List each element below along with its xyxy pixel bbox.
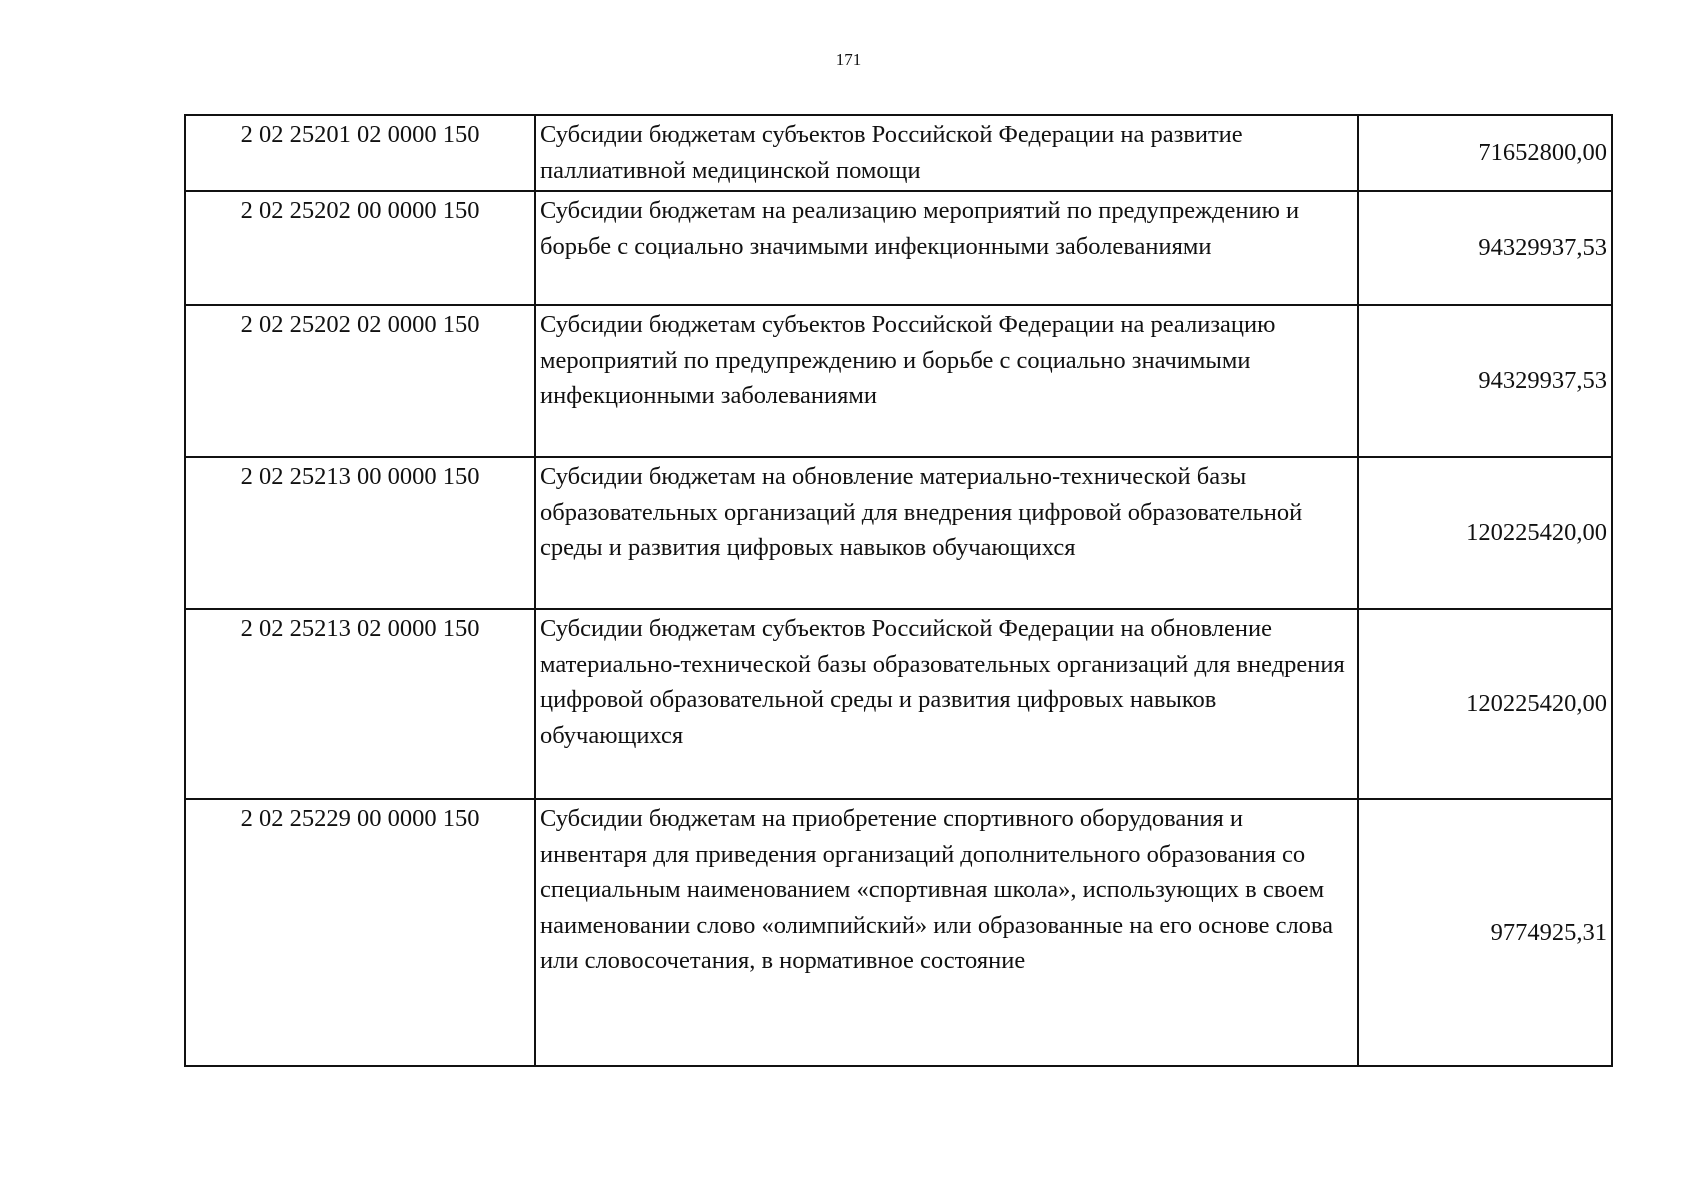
table-row <box>185 115 1612 191</box>
table-row <box>185 799 1612 1066</box>
description-cell: Субсидии бюджетам субъектов Российской Федерации на реализацию мероприятий по предупреждению и борьбе с социально значимыми инфекционными заболеваниями <box>535 305 1358 457</box>
description-cell: Субсидии бюджетам на обновление материально-технической базы образовательных организаций для внедрения цифровой образовательной среды и развития цифровых навыков обучающихся <box>535 457 1358 609</box>
amount-cell: 71652800,00 <box>1358 115 1612 191</box>
budget-code-cell: 2 02 25213 02 0000 150 <box>185 609 535 799</box>
page-number: 171 <box>835 50 862 69</box>
table-row <box>185 191 1612 305</box>
budget-code-cell: 2 02 25202 00 0000 150 <box>185 191 535 305</box>
description-cell: Субсидии бюджетам субъектов Российской Федерации на обновление материально-технической базы образовательных организаций для внедрения цифровой образовательной среды и развития цифровых навыков обучающихся <box>535 609 1358 799</box>
table-row <box>185 457 1612 609</box>
description-cell: Субсидии бюджетам субъектов Российской Федерации на развитие паллиативной медицинской помощи <box>535 115 1358 191</box>
budget-table <box>184 114 1613 1067</box>
amount-cell: 94329937,53 <box>1358 191 1612 305</box>
amount-cell: 120225420,00 <box>1358 609 1612 799</box>
table-row <box>185 609 1612 799</box>
budget-code-cell: 2 02 25213 00 0000 150 <box>185 457 535 609</box>
amount-cell: 120225420,00 <box>1358 457 1612 609</box>
description-cell: Субсидии бюджетам на приобретение спортивного оборудования и инвентаря для приведения организаций дополнительного образования со специальным наименованием «спортивная школа», использующих в своем наименовании слово «олимпийский» или образованные на его основе слова или словосочетания, в нормативное состояние <box>535 799 1358 1066</box>
table-row <box>185 305 1612 457</box>
amount-cell: 9774925,31 <box>1358 799 1612 1066</box>
description-cell: Субсидии бюджетам на реализацию мероприятий по предупреждению и борьбе с социально значимыми инфекционными заболеваниями <box>535 191 1358 305</box>
amount-cell: 94329937,53 <box>1358 305 1612 457</box>
budget-code-cell: 2 02 25201 02 0000 150 <box>185 115 535 191</box>
budget-code-cell: 2 02 25202 02 0000 150 <box>185 305 535 457</box>
budget-code-cell: 2 02 25229 00 0000 150 <box>185 799 535 1066</box>
